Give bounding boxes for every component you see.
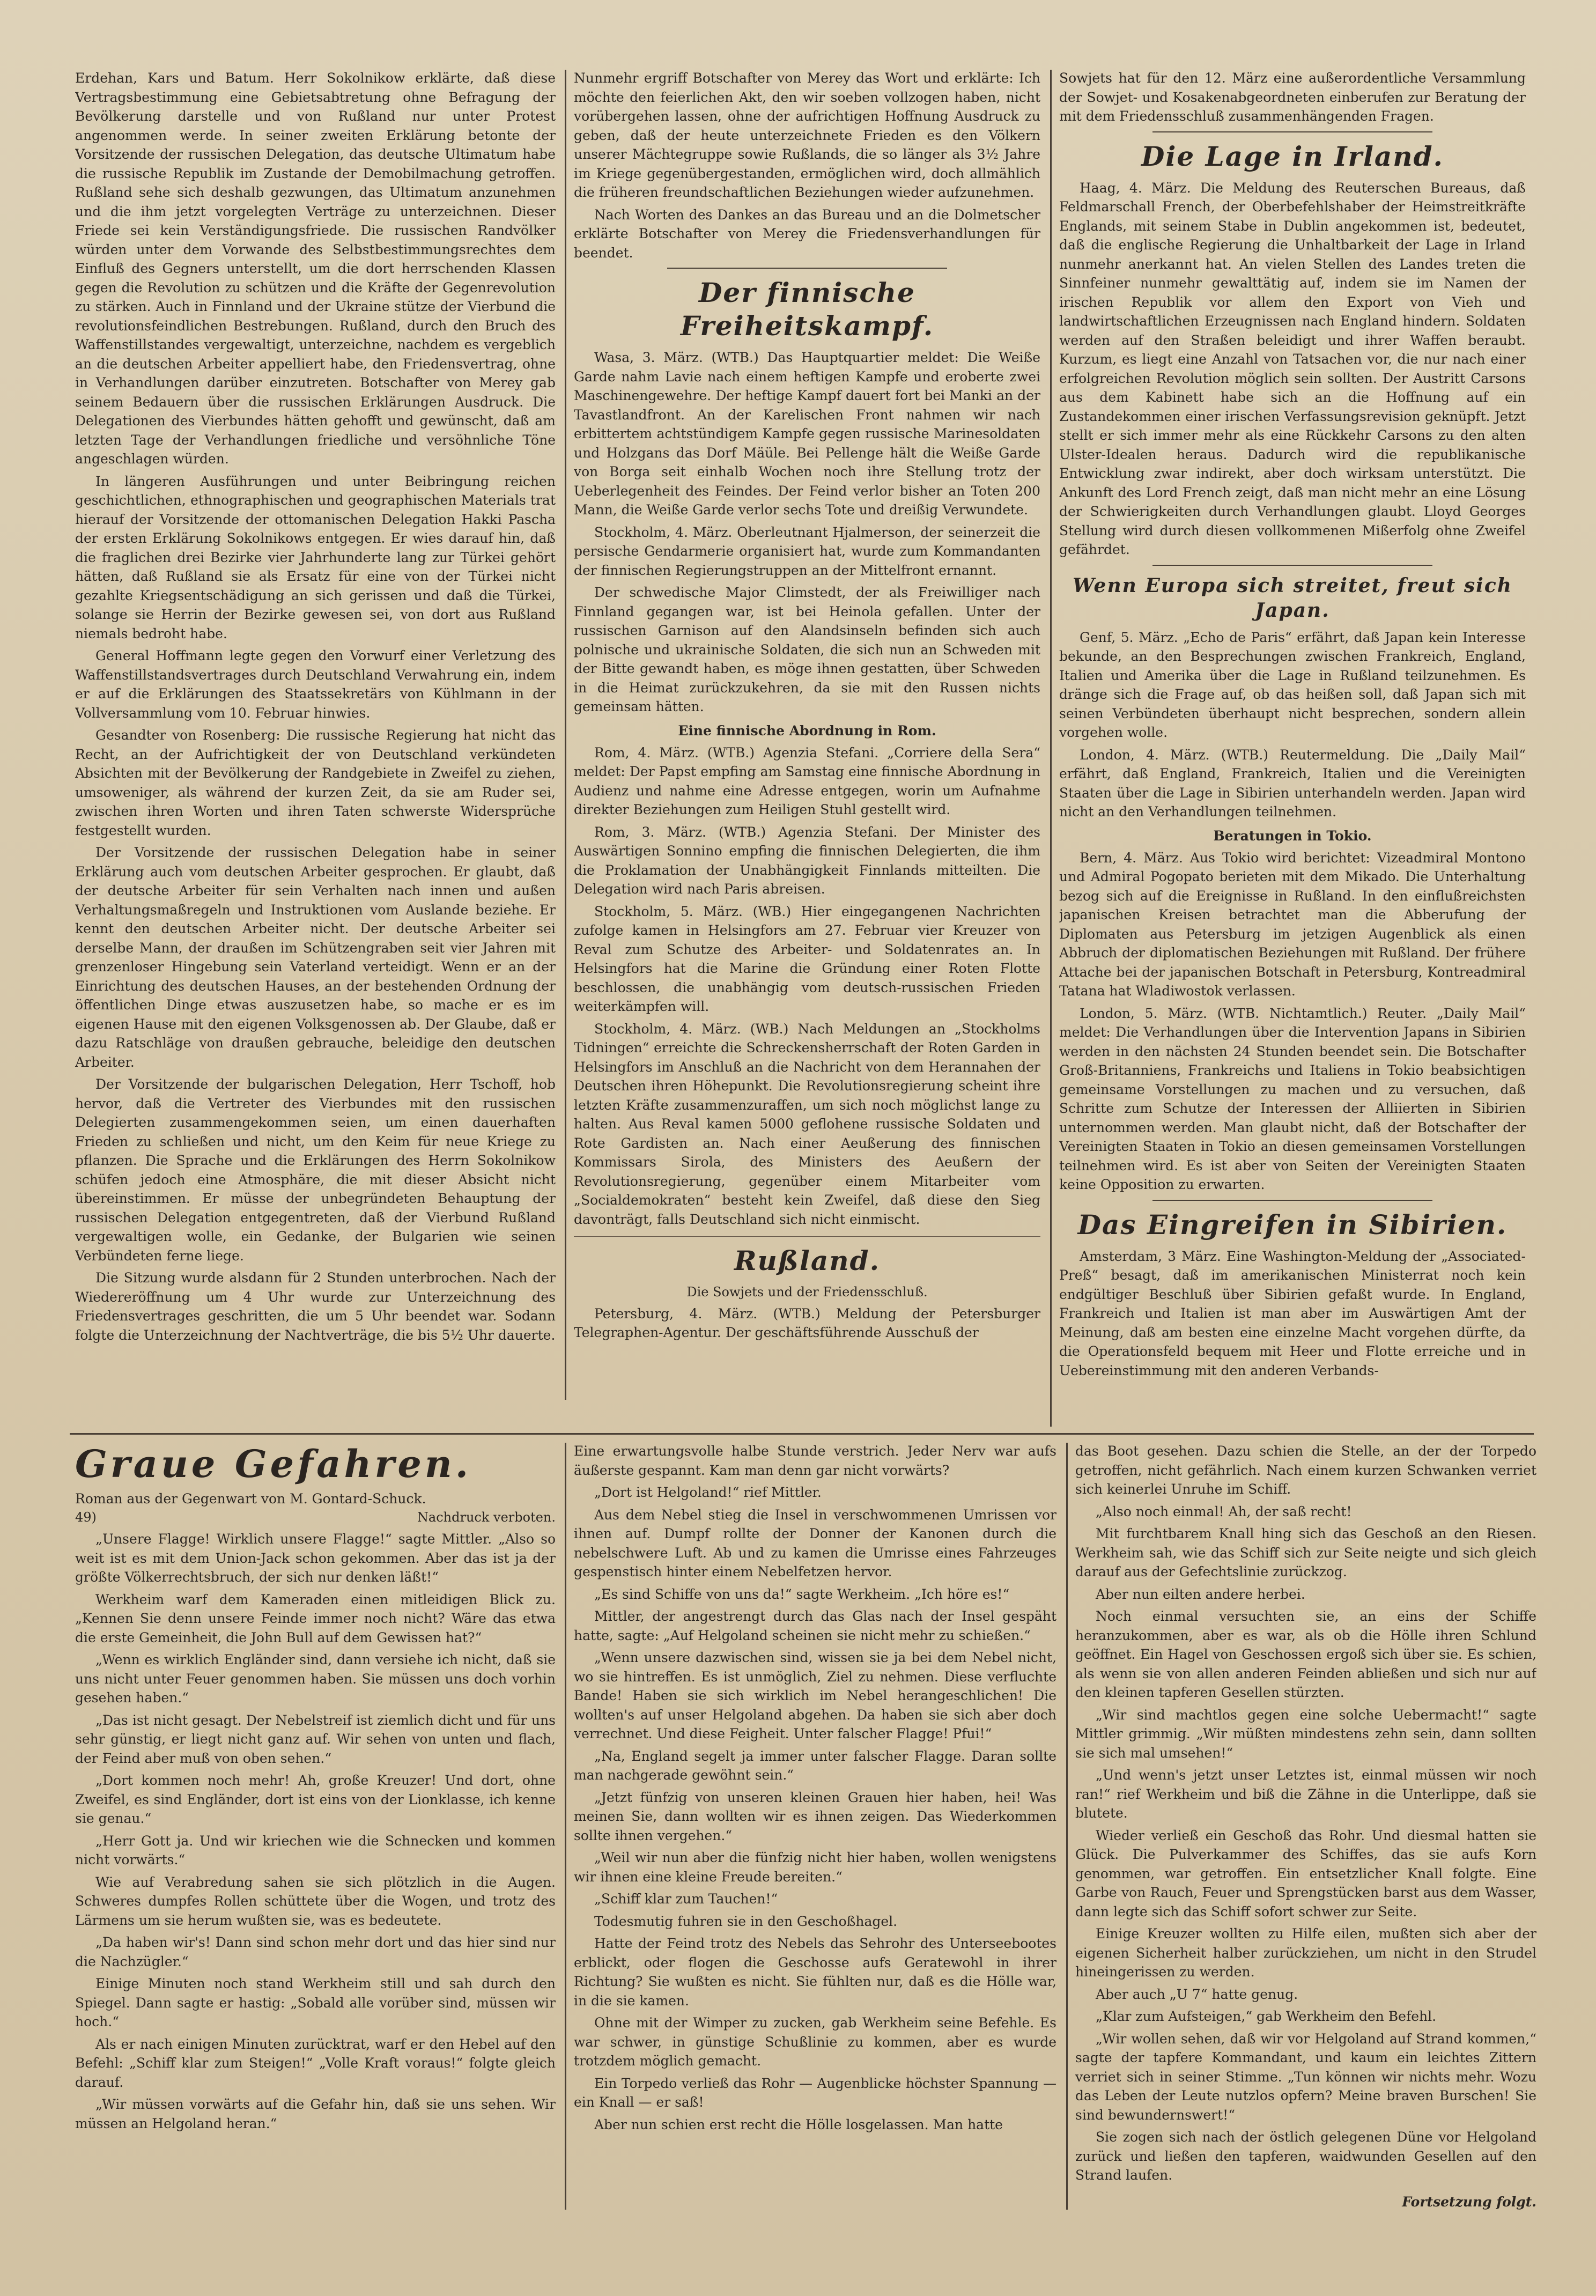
- novel-paragraph: „Das ist nicht gesagt. Der Nebelstreif ist ziemlich dicht und für uns sehr günstig, er liegt nicht ganz auf. Wir sehen von unten und flach, der Feind aber muß von oben sehen.“: [75, 1712, 556, 1766]
- novel-paragraph: „Und wenn's jetzt unser Letztes ist, einmal müssen wir noch ran!“ rief Werkheim und biß die Zähne in die Unterlippe, daß sie blutete.: [1075, 1767, 1536, 1821]
- novel-paragraph: Hatte der Feind trotz des Nebels das Sehrohr des Unterseebootes erblickt, oder flogen die Geschosse aufs Geratewohl in ihrer Richtung? Sie wußten es nicht. Sie fühlten nur, daß es die Hölle war, in die sie kamen.: [574, 1936, 1056, 2009]
- heading-irland: Die Lage in Irland.: [1141, 140, 1444, 172]
- article-paragraph: Stockholm, 4. März. (WB.) Nach Meldungen an „Stockholms Tidningen“ erreichte die Schreckensherrschaft der Roten Garden in Helsingfors im Anschluß an die Nachricht von dem Herannahen der Deutschen ihren Höhepunkt. Die Revolutionsregierung scheint ihre letzten Kräfte zusammenzuraffen, um sich noch möglichst lange zu halten. Aus Reval kamen 5000 geflohene russische Soldaten und Rote Gardisten an. Nach einer Aeußerung des finnischen Kommissars Sirola, des Ministers des Aeußern der Revolutionsregierung, gegenüber einem Mitarbeiter vom „Socialdemokraten“ besteht kein Zweifel, daß diese den Sieg davonträgt, falls Deutschland sich nicht einmischt.: [574, 1021, 1040, 1227]
- novel-meta: [75, 1508, 556, 1526]
- article-paragraph: Gesandter von Rosenberg: Die russische Regierung hat nicht das Recht, an der Aufrichtigkeit der von Deutschland verkündeten Absichten mit der Bevölkerung der Randgebiete in Zweifel zu ziehen, umsoweniger, als während der kurzen Zeit, da sie am Ruder sei, zwischen ihren Worten und ihren Taten schwerste Widersprüche festgestellt wurden.: [75, 727, 556, 838]
- novel-subtitle: Roman aus der Gegenwart von M. Gontard-Schuck.: [75, 1491, 426, 1507]
- article-paragraph: Nach Worten des Dankes an das Bureau und an die Dolmetscher erklärte Botschafter von Merey die Friedensverhandlungen für beendet.: [574, 206, 1040, 261]
- heading-sibirien: Das Eingreifen in Sibirien.: [1077, 1208, 1508, 1241]
- novel-paragraph: „Weil wir nun aber die fünfzig nicht hier haben, wollen wenigstens wir ihnen eine kleine Freude bereiten.“: [574, 1850, 1056, 1885]
- column-rule: [1066, 1443, 1068, 2210]
- column-rule: [565, 70, 566, 1400]
- article-paragraph: Nunmehr ergriff Botschafter von Merey das Wort und erklärte: Ich möchte den feierlichen Akt, den wir soeben vollzogen haben, nicht vorübergehen lassen, ohne der aufrichtigen Hoffnung Ausdruck zu geben, daß der heute unterzeichnete Frieden es den Völkern unserer Mächtegruppe sowie Rußlands, die so länger als 3½ Jahre im Kriege gegenübergestanden, ermöglichen wird, doch allmählich die früheren freundschaftlichen Beziehungen wieder aufzunehmen.: [574, 70, 1040, 200]
- installment-number: 49): [75, 1510, 97, 1525]
- upper-column-2: [574, 69, 1040, 1426]
- novel-paragraph: Aus dem Nebel stieg die Insel in verschwommenen Umrissen vor ihnen auf. Dumpf rollte der Donner der Kanonen durch die nebelschwere Luft. Ab und zu kamen die Umrisse eines Fahrzeuges gespenstisch hinter einem Nebelfetzen hervor.: [574, 1507, 1056, 1579]
- novel-paragraph: „Es sind Schiffe von uns da!“ sagte Werkheim. „Ich höre es!“: [594, 1586, 1010, 1602]
- novel-paragraph: „Unsere Flagge! Wirklich unsere Flagge!“ sagte Mittler. „Also so weit ist es mit dem Union-Jack schon gekommen. Aber das ist ja der größte Völkerrechtsbruch, der sich nur denken läßt!“: [75, 1531, 556, 1585]
- novel-paragraph: Noch einmal versuchten sie, an eins der Schiffe heranzukommen, aber es war, als ob die Hölle ihren Schlund geöffnet. Ein Hagel von Geschossen ergoß sich über sie. Es schien, als wenn sie von allen anderen Feinden abließen und sich nur auf den kleinen tapferen Gesellen stürzten.: [1075, 1608, 1536, 1700]
- article-paragraph: Der Vorsitzende der russischen Delegation habe in seiner Erklärung auch vom deutschen Arbeiter gesprochen. Er glaubt, daß der deutsche Arbeiter für sein Verhalten nach innen und außen Verhaltungsmaßregeln und Instruktionen vom Auslande beziehe. Er kennt den deutschen Arbeiter nicht. Der deutsche Arbeiter sei derselbe Mann, der draußen im Schützengraben seit vier Jahren mit grenzenloser Hingebung sein Vaterland verteidigt. Wenn er an der Einrichtung des deutschen Hauses, an der bestehenden Ordnung der öffentlichen Dinge etwas auszusetzen habe, so mache er es im eigenen Hause mit den eigenen Volksgenossen ab. Der Glaube, daß er dazu Ratschläge von draußen gebrauche, beleidige den deutschen Arbeiter.: [75, 845, 556, 1070]
- article-paragraph: Petersburg, 4. März. (WTB.) Meldung der Petersburger Telegraphen-Agentur. Der geschäftsführende Ausschuß der: [574, 1305, 1040, 1340]
- novel-paragraph: Mit furchtbarem Knall hing sich das Geschoß an den Riesen. Werkheim sah, wie das Schiff sich zur Seite neigte und sich gleich darauf aus der Gefechtslinie zurückzog.: [1075, 1526, 1536, 1579]
- subheading: Beratungen in Tokio.: [1213, 828, 1372, 844]
- novel-paragraph: „Schiff klar zum Tauchen!“: [594, 1891, 778, 1907]
- novel-column-3: [1075, 1442, 1536, 2246]
- column-rule: [1050, 70, 1052, 1427]
- heading-finnland: Der finnische Freiheitskampf.: [680, 277, 934, 342]
- article-paragraph: Stockholm, 4. März. Oberleutnant Hjalmerson, der seinerzeit die persische Gendarmerie organisiert hat, wurde zum Kommandanten der finnischen Regierungstruppen an der Mittelfront ernannt.: [574, 524, 1040, 578]
- novel-paragraph: „Wenn es wirklich Engländer sind, dann versiehe ich nicht, daß sie uns nicht unter Feuer genommen haben. Sie müssen uns doch vorhin gesehen haben.“: [75, 1652, 556, 1706]
- article-paragraph: Stockholm, 5. März. (WB.) Hier eingegangenen Nachrichten zufolge kamen in Helsingfors am 27. Februar vier Kreuzer von Reval zum Schutze des Arbeiter- und Soldatenrates an. In Helsingfors hat die Marine die Gründung einer Roten Flotte beschlossen, die unabhängig vom deutsch-russischen Frieden weiterkämpfen will.: [574, 903, 1040, 1014]
- novel-paragraph: „Dort kommen noch mehr! Ah, große Kreuzer! Und dort, ohne Zweifel, es sind Engländer, dort ist eins von der Lionklasse, ich kenne sie genau.“: [75, 1773, 556, 1826]
- novel-paragraph: Aber nun eilten andere herbei.: [1096, 1586, 1305, 1602]
- novel-paragraph: „Also noch einmal! Ah, der saß recht!: [1096, 1503, 1352, 1519]
- divider: [1152, 131, 1432, 132]
- novel-paragraph: Ein Torpedo verließ das Rohr — Augenblicke höchster Spannung — ein Knall — er saß!: [574, 2075, 1056, 2110]
- article-paragraph: Wasa, 3. März. (WTB.) Das Hauptquartier meldet: Die Weiße Garde nahm Lavie nach einem heftigen Kampfe und eroberte zwei Maschinengewehre. Der heftige Kampf dauert fort bei Manki an der Tavastlandfront. An der Karelischen Front nahmen wir nach erbittertem achtstündigem Kampfe gegen russische Marinesoldaten und Holzgans das Dorf Mäüle. Bei Pellenge hält die Weiße Garde von Borga seit einhalb Wochen noch ihre Stellung trotz der Ueberlegenheit des Feindes. Der Feind verlor bisher an Toten 200 Mann, die Weiße Garde verlor sechs Tote und dreißig Verwundete.: [574, 350, 1040, 518]
- novel-paragraph: „Dort ist Helgoland!“ rief Mittler.: [594, 1485, 822, 1500]
- novel-paragraph: „Wir müssen vorwärts auf die Gefahr hin, daß sie uns sehen. Wir müssen an Helgoland heran.“: [75, 2096, 556, 2131]
- novel-paragraph: Einige Minuten noch stand Werkheim still und sah durch den Spiegel. Dann sagte er hastig: „Sobald alle vorüber sind, müssen wir hoch.“: [75, 1976, 556, 2029]
- section-divider: [70, 1433, 1534, 1435]
- article-paragraph: Bern, 4. März. Aus Tokio wird berichtet: Vizeadmiral Montono und Admiral Pogopato berieten mit dem Mikado. Die Unterhaltung bezog sich auf die Ereignisse in Rußland. In den einflußreichsten japanischen Kreisen betrachtet man die Abberufung der Diplomaten aus Petersburg im jetzigen Augenblick als einen Abbruch der diplomatischen Beziehungen mit Rußland. Der frühere Attache bei der japanischen Botschaft in Petersburg, Kontreadmiral Tatana hat Wladiwostok verlassen.: [1059, 850, 1526, 999]
- novel-title: Graue Gefahren.: [75, 1442, 472, 1486]
- divider: [1152, 1200, 1432, 1201]
- article-paragraph: In längeren Ausführungen und unter Beibringung reichen geschichtlichen, ethnographischen und geographischen Materials trat hierauf der Vorsitzende der ottomanischen Delegation Hakki Pascha der ersten Erklärung Sokolnikows entgegen. Er wies darauf hin, daß die fraglichen drei Bezirke vier Jahrhunderte lang zur Türkei gehört hätten, daß Rußland sie als Ersatz für eine von der Türkei nicht gezahlte Kriegsentschädigung an sich gerissen und daß die Türkei, solange sie Herrin der Bezirke gewesen sei, von dort aus Rußland niemals bedroht habe.: [75, 473, 556, 641]
- article-paragraph: Der schwedische Major Climstedt, der als Freiwilliger nach Finnland gegangen war, ist bei Heinola gefallen. Unter der russischen Garnison auf den Alandsinseln befinden sich auch polnische und ukrainische Soldaten, die sich nun an Schweden mit der Bitte gewandt haben, es möge ihnen gestatten, über Schweden in die Heimat zurückzukehren, da sie mit den Russen nichts gemeinsam hätten.: [574, 585, 1040, 714]
- column-rule: [565, 1443, 566, 2210]
- novel-paragraph: „Jetzt fünfzig von unseren kleinen Grauen hier haben, hei! Was meinen Sie, dann wollten wir es ihnen zeigen. Das Wiederkommen sollte ihnen vergehen.“: [574, 1789, 1056, 1843]
- article-paragraph: Rom, 4. März. (WTB.) Agenzia Stefani. „Corriere della Sera“ meldet: Der Papst empfing am Samstag eine finnische Abordnung in Audienz und nahme eine Adresse entgegen, worin um Aufnahme direkter Beziehungen zum Heiligen Stuhl gestellt wird.: [574, 744, 1040, 817]
- novel-paragraph: Eine erwartungsvolle halbe Stunde verstrich. Jeder Nerv war aufs äußerste gespannt. Kam man denn gar nicht vorwärts?: [574, 1443, 1056, 1478]
- novel-paragraph: „Wir wollen sehen, daß wir vor Helgoland auf Strand kommen,“ sagte der tapfere Kommandant, und kaum ein leichtes Zittern verriet sich in seiner Stimme. „Tun können wir nichts mehr. Wozu das Leben der Leute nutzlos opfern? Meine braven Burschen! Sie sind bewundernswert!“: [1075, 2031, 1536, 2123]
- novel-paragraph: Werkheim warf dem Kameraden einen mitleidigen Blick zu. „Kennen Sie denn unsere Feinde immer noch nicht? Wäre das etwa die erste Gemeinheit, die John Bull auf dem Gewissen hat?“: [75, 1591, 556, 1645]
- novel-paragraph: Wieder verließ ein Geschoß das Rohr. Und diesmal hatten sie Glück. Die Pulverkammer des Schiffes, das sie aufs Korn genommen, war getroffen. Ein entsetzlicher Knall folgte. Eine Garbe von Rauch, Feuer und Sprengstücken barst aus dem Wasser, dann legte sich das Schiff sofort schwer zur Seite.: [1075, 1827, 1536, 1920]
- novel-paragraph: „Da haben wir's! Dann sind schon mehr dort und das hier sind nur die Nachzügler.“: [75, 1935, 556, 1969]
- novel-paragraph: das Boot gesehen. Dazu schien die Stelle, an der der Torpedo getroffen, nicht gefährlich. Nach einem kurzen Schwanken verriet sich keinerlei Unruhe im Schiff.: [1075, 1443, 1536, 1497]
- article-paragraph: Die Sitzung wurde alsdann für 2 Stunden unterbrochen. Nach der Wiedereröffnung um 4 Uhr wurde zur Unterzeichnung des Friedensvertrages geschritten, die um 5 Uhr beendet war. Sodann folgte die Unterzeichnung der Nachtverträge, die bis 5½ Uhr dauerte.: [75, 1270, 556, 1343]
- heading-russland: Rußland.: [734, 1245, 880, 1276]
- novel-paragraph: „Herr Gott ja. Und wir kriechen wie die Schnecken und kommen nicht vorwärts.“: [75, 1833, 556, 1867]
- article-paragraph: London, 4. März. (WTB.) Reutermeldung. Die „Daily Mail“ erfährt, daß England, Frankreich, Italien und die Vereinigten Staaten über die Lage in Sibirien unterhandeln werden. Japan wird nicht an den Verhandlungen teilnehmen.: [1059, 747, 1526, 820]
- novel-paragraph: Todesmutig fuhren sie in den Geschoßhagel.: [594, 1913, 898, 1929]
- novel-column-1: [75, 1442, 556, 2246]
- novel-paragraph: „Wenn unsere dazwischen sind, wissen sie ja bei dem Nebel nicht, wo sie hintreffen. Es ist unmöglich, Ziel zu nehmen. Diese verfluchte Bande! Haben sie sich wirklich im Nebel herangeschlichen! Die wollten's auf unser Helgoland abgehen. Da haben sie sich aber doch verrechnet. Und diese Feigheit. Unter falscher Flagge! Pfui!“: [574, 1650, 1056, 1741]
- article-paragraph: Rom, 3. März. (WTB.) Agenzia Stefani. Der Minister des Auswärtigen Sonnino empfing die finnischen Delegierten, die ihm die Proklamation der Unabhängigkeit Finnlands mitteilten. Die Delegation wird nach Paris abreisen.: [574, 824, 1040, 897]
- novel-column-2: [574, 1442, 1056, 2246]
- article-paragraph: Der Vorsitzende der bulgarischen Delegation, Herr Tschoff, hob hervor, daß die Vertreter des Vierbundes mit den russischen Delegierten zusammengekommen seien, um einen dauerhaften Frieden zu schließen und nicht, um den Keim für neue Kriege zu pflanzen. Die Sprache und die Erklärungen des Herrn Sokolnikow schüfen jedoch eine Atmosphäre, die mit dieser Absicht nicht übereinstimmen. Er müsse der unbegründeten Behauptung der russischen Delegation entgegentreten, daß der Vierbund Rußland vergewaltigen wolle, ein Gedanke, der Bulgarien wie seinen Verbündeten ferne liege.: [75, 1076, 556, 1264]
- divider: [1152, 565, 1432, 566]
- novel-paragraph: „Klar zum Aufsteigen,“ gab Werkheim den Befehl.: [1096, 2009, 1437, 2024]
- subheading: Eine finnische Abordnung in Rom.: [678, 722, 936, 739]
- article-paragraph: General Hoffmann legte gegen den Vorwurf einer Verletzung des Waffenstillstandsvertrages durch Deutschland Verwahrung ein, indem er auf die Erklärungen des Staatssekretärs von Kühlmann in der Vollversammlung vom 10. Februar hinwies.: [75, 648, 556, 721]
- novel-paragraph: Aber auch „U 7“ hatte genug.: [1096, 1986, 1298, 2002]
- novel-paragraph: Aber nun schien erst recht die Hölle losgelassen. Man hatte: [594, 2116, 1003, 2132]
- novel-paragraph: „Wir sind machtlos gegen eine solche Uebermacht!“ sagte Mittler grimmig. „Wir müßten mindestens zehn sein, dann sollten sie sich mal umsehen!“: [1075, 1707, 1536, 1761]
- divider: [574, 1236, 1040, 1237]
- novel-paragraph: Mittler, der angestrengt durch das Glas nach der Insel gespäht hatte, sagte: „Auf Helgoland scheinen sie nicht mehr zu schießen.“: [574, 1608, 1056, 1643]
- article-paragraph: Haag, 4. März. Die Meldung des Reuterschen Bureaus, daß Feldmarschall French, der Oberbefehlshaber der Heimstreitkräfte Englands, mit seinem Stabe in Dublin angekommen ist, bedeutet, daß die englische Regierung die Unhaltbarkeit der Lage in Irland nunmehr anerkannt hat. An vielen Stellen des Landes treten die Sinnfeiner nunmehr gewalttätig auf, indem sie im Namen der irischen Republik vor allem den Export von Vieh und landwirtschaftlichen Erzeugnissen nach England hindern. Soldaten werden auf den Straßen beleidigt und ihrer Waffen beraubt. Kurzum, es liegt eine Anzahl von Tatsachen vor, die nur nach einer erfolgreichen Revolution möglich sein sollten. Der Austritt Carsons aus dem Kabinett habe sich an die Hoffnung auf ein Zustandekommen einer irischen Verfassungsrevision geknüpft. Jetzt stellt er sich immer mehr als eine Rückkehr Carsons zu den alten Ulster-Idealen heraus. Dadurch wird die republikanische Entwicklung zwar indirekt, aber doch wirksam unterstützt. Die Ankunft des Lord French zeigt, daß man nicht mehr an eine Lösung der Schwierigkeiten durch Verhandlungen glaubt. Lloyd Georges Stellung wird durch diesen vollkommenen Mißerfolg ohne Zweifel gefährdet.: [1059, 180, 1526, 557]
- novel-paragraph: Als er nach einigen Minuten zurücktrat, warf er den Hebel auf den Befehl: „Schiff klar zum Steigen!“ „Volle Kraft voraus!“ folgte gleich darauf.: [75, 2036, 556, 2090]
- subheading: Die Sowjets und der Friedensschluß.: [686, 1284, 928, 1300]
- novel-paragraph: Ohne mit der Wimper zu zucken, gab Werkheim seine Befehle. Es war schwer, in günstige Schußlinie zu kommen, aber es wurde trotzdem möglich gemacht.: [574, 2015, 1056, 2069]
- novel-paragraph: Sie zogen sich nach der östlich gelegenen Düne vor Helgoland zurück und ließen den tapferen, waidwunden Gesellen auf den Strand laufen.: [1075, 2129, 1536, 2183]
- article-paragraph: Erdehan, Kars und Batum. Herr Sokolnikow erklärte, daß diese Vertragsbestimmung eine Gebietsabtretung ohne Befragung der Bevölkerung darstelle und von Rußland nur unter Protest angenommen werde. In seiner zweiten Erklärung betonte der Vorsitzende der russischen Delegation, das deutsche Ultimatum habe die russische Republik im Zustande der Demobilmachung getroffen. Rußland sehe sich deshalb gezwungen, das Ultimatum anzunehmen und die ihm jetzt vorgelegten Verträge zu unterzeichnen. Dieser Friede sei kein Verständigungsfriede. Die russischen Randvölker würden unter dem Vorwande des Selbstbestimmungsrechtes dem Einfluß des Gegners unterstellt, um die dort herrschenden Klassen gegen die Revolution zu schützen und die Kräfte der Gegenrevolution zu stärken. Auch in Finnland und der Ukraine stütze der Vierbund die revolutionsfeindlichen Bestrebungen. Rußland, durch den Bruch des Waffenstillstandes vergewaltigt, unterzeichne, nachdem es vergeblich an die deutschen Arbeiter appelliert habe, den Friedensvertrag, ohne in Verhandlungen darüber einzutreten. Botschafter von Merey gab seinem Bedauern über die russischen Erklärungen Ausdruck. Die Delegationen des Vierbundes hätten gehofft und gewünscht, daß am letzten Tage der Verhandlungen friedliche und versöhnliche Töne angeschlagen würden.: [75, 70, 556, 467]
- novel-paragraph: Einige Kreuzer wollten zu Hilfe eilen, mußten sich aber der eigenen Sicherheit halber zurückziehen, um nicht in den Strudel hineingerissen zu werden.: [1075, 1926, 1536, 1980]
- heading-europa: Wenn Europa sich streitet, freut sich Japan.: [1073, 574, 1512, 622]
- upper-column-1: [75, 69, 556, 1393]
- novel-paragraph: Wie auf Verabredung sahen sie sich plötzlich in die Augen. Schweres dumpfes Rollen schüttete über die Wogen, und trotz des Lärmens um sie herum wußten sie, was es bedeutete.: [75, 1874, 556, 1928]
- article-paragraph: Amsterdam, 3 März. Eine Washington-Meldung der „Associated-Preß“ besagt, daß im amerikanischen Ministerrat noch kein endgültiger Beschluß über Sibirien gefaßt wurde. In England, Frankreich und Italien ist man aber im Auswärtigen Amt der Meinung, daß am besten eine einzelne Macht vorgehen dürfte, da die Operationsfeld bequem mit Heer und Flotte erreiche und in Uebereinstimmung mit den anderen Verbands-: [1059, 1248, 1526, 1378]
- article-paragraph: Genf, 5. März. „Echo de Paris“ erfährt, daß Japan kein Interesse bekunde, an den Besprechungen zwischen Frankreich, England, Italien und Amerika über die Lage in Rußland teilzunehmen. Es dränge sich die Frage auf, ob das heißen soll, daß Japan sich mit seinen Verbündeten überhaupt nicht besprechen, sondern allein vorgehen wolle.: [1059, 629, 1526, 740]
- reprint-notice: Nachdruck verboten.: [417, 1510, 556, 1525]
- continued-note: Fortsetzung folgt.: [1402, 2194, 1536, 2210]
- novel-paragraph: „Na, England segelt ja immer unter falscher Flagge. Daran sollte man nachgerade gewöhnt sein.“: [574, 1748, 1056, 1783]
- divider: [667, 268, 947, 269]
- upper-column-3: [1059, 69, 1526, 1426]
- article-paragraph: London, 5. März. (WTB. Nichtamtlich.) Reuter. „Daily Mail“ meldet: Die Verhandlungen über die Intervention Japans in Sibirien werden in den nächsten 24 Stunden beendet sein. Die Botschafter Groß-Britanniens, Frankreichs und Italiens in Tokio beabsichtigen gemeinsame Vorstellungen zu machen und zu versuchen, daß Schritte zum Schutze der Interessen der Alliierten in Sibirien unternommen werden. Man glaubt nicht, daß der Botschafter der Vereinigten Staaten in Tokio an diesen gemeinsamen Vorstellungen teilnehmen wird. Es ist aber von Seiten der Vereinigten Staaten keine Opposition zu erwarten.: [1059, 1005, 1526, 1192]
- article-paragraph: Sowjets hat für den 12. März eine außerordentliche Versammlung der Sowjet- und Kosakenabgeordneten einberufen zur Beratung der mit dem Friedensschluß zusammenhängenden Fragen.: [1059, 70, 1526, 124]
